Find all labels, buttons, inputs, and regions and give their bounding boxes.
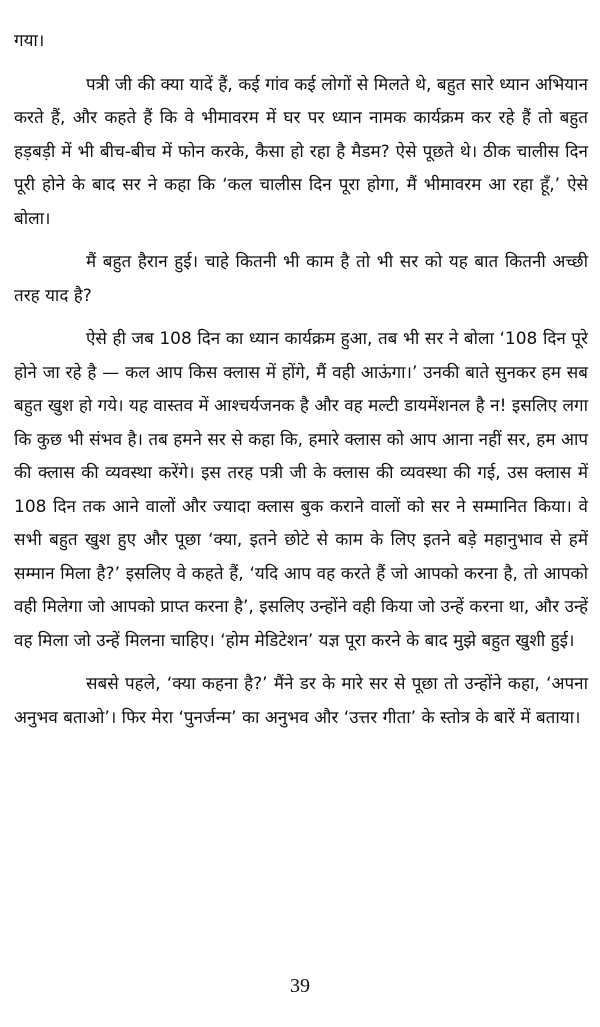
paragraph-5: सबसे पहले, ‘क्या कहना है?’ मैंने डर के मारे सर से पूछा तो उन्होंने कहा, ‘अपना अनुभव बताओ’। फिर मेरा ‘पुनर्जन्म’ का अनुभव और ‘उत्तर गीता’ के स्तोत्र के बारें में बताया। — [14, 674, 588, 728]
paragraph-4: ऐसे ही जब 108 दिन का ध्यान कार्यक्रम हुआ, तब भी सर ने बोला ‘108 दिन पूरे होने जा रहे है — कल आप किस क्लास में होंगे, मैं वही आऊंगा।’ उनकी बाते सुनकर हम सब बहुत खुश हो गये। यह वास्तव में आश्चर्यजनक है और वह मल्टी डायमेंशनल है न! इसलिए लगा कि कुछ भी संभव है। तब हमने सर से कहा कि, हमारे क्लास को आप आना नहीं सर, हम आप की क्लास की व्यवस्था करेंगे। इस तरह पत्री जी के क्लास की व्यवस्था की गई, उस क्लास में 108 दिन तक आने वालों और ज्यादा क्लास बुक कराने वालों को सर ने सम्मानित किया। वे सभी बहुत खुश हुए और पूछा ‘क्या, इतने छोटे से काम के लिए इतने बड़े महानुभाव से हमें सम्मान मिला है?’ इसलिए वे कहते हैं, ‘यदि आप वह करते हैं जो आपको करना है, तो आपको वही मिलेगा जो आपको प्राप्त करना है’, इसलिए उन्होंने वही किया जो उन्हें करना था, और उन्हें वह मिला जो उन्हें मिलना चाहिए। ‘होम मेडिटेशन’ यज्ञ पूरा करने के बाद मुझे बहुत खुशी हुई। — [14, 329, 588, 651]
paragraph-3: मैं बहुत हैरान हुई। चाहे कितनी भी काम है तो भी सर को यह बात कितनी अच्छी तरह याद है? — [14, 252, 588, 306]
page-number: 39 — [290, 975, 310, 997]
page-body — [14, 25, 588, 735]
paragraph-1: गया। — [14, 31, 45, 51]
paragraph-2: पत्री जी की क्या यादें हैं, कई गांव कई लोगों से मिलते थे, बहुत सारे ध्यान अभियान करते हैं, और कहते हैं कि वे भीमावरम में घर पर ध्यान नामक कार्यक्रम कर रहे हैं तो बहुत हड़बड़ी में भी बीच-बीच में फोन करके, कैसा हो रहा है मैडम? ऐसे पूछते थे। ठीक चालीस दिन पूरी होने के बाद सर ने कहा कि ‘कल चालीस दिन पूरा होगा, मैं भीमावरम आ रहा हूँ,’ ऐसे बोला। — [14, 74, 588, 229]
